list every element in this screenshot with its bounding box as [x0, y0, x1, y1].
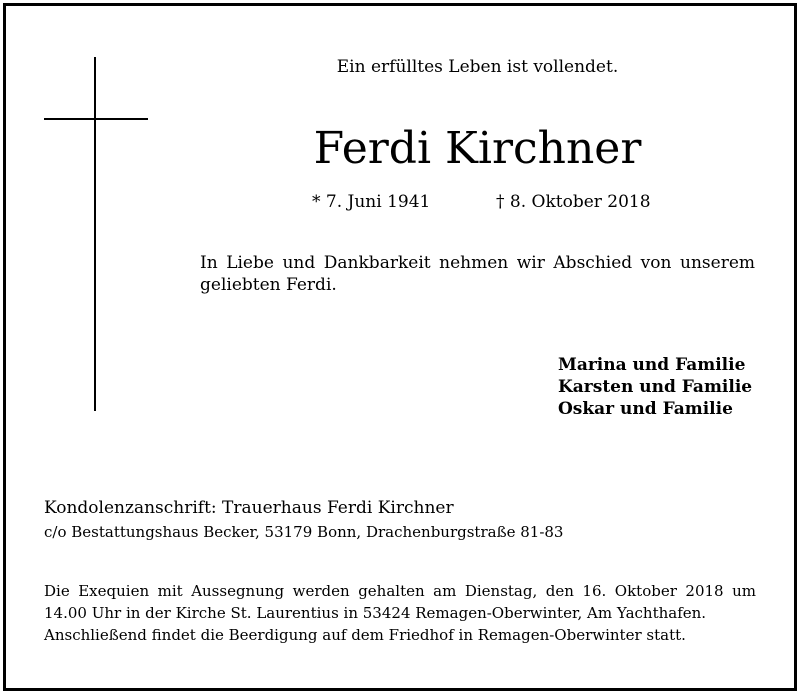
death-date: † 8. Oktober 2018 [496, 192, 651, 212]
funeral-details-line: Anschließend findet die Beerdigung auf dem Friedhof in Remagen-Oberwinter statt. [44, 626, 686, 644]
family-signatures [558, 354, 752, 420]
cross-icon [94, 57, 96, 411]
motto: Ein erfülltes Leben ist vollendet. [336, 57, 619, 77]
family-member: Oskar und Familie [558, 399, 733, 419]
deceased-name: Ferdi Kirchner [313, 123, 642, 174]
farewell-message [200, 252, 755, 296]
funeral-details-line: 14.00 Uhr in der Kirche St. Laurentius in 53424 Remagen-Oberwinter, Am Yachthafen. [44, 604, 707, 622]
condolence-address: c/o Bestattungshaus Becker, 53179 Bonn, Drachenburgstraße 81-83 [44, 523, 564, 541]
family-member: Karsten und Familie [558, 377, 753, 397]
cross-icon-bar [44, 118, 148, 120]
farewell-message-line: In Liebe und Dankbarkeit nehmen wir Abschied von unserem [200, 253, 755, 273]
funeral-details-line: Die Exequien mit Aussegnung werden gehalten am Dienstag, den 16. Oktober 2018 um [44, 582, 756, 600]
farewell-message-line: geliebten Ferdi. [200, 275, 337, 295]
family-member: Marina und Familie [558, 355, 746, 375]
condolence-label: Kondolenzanschrift: Trauerhaus Ferdi Kirchner [44, 498, 454, 518]
birth-date: * 7. Juni 1941 [312, 192, 431, 212]
funeral-details [44, 580, 756, 646]
